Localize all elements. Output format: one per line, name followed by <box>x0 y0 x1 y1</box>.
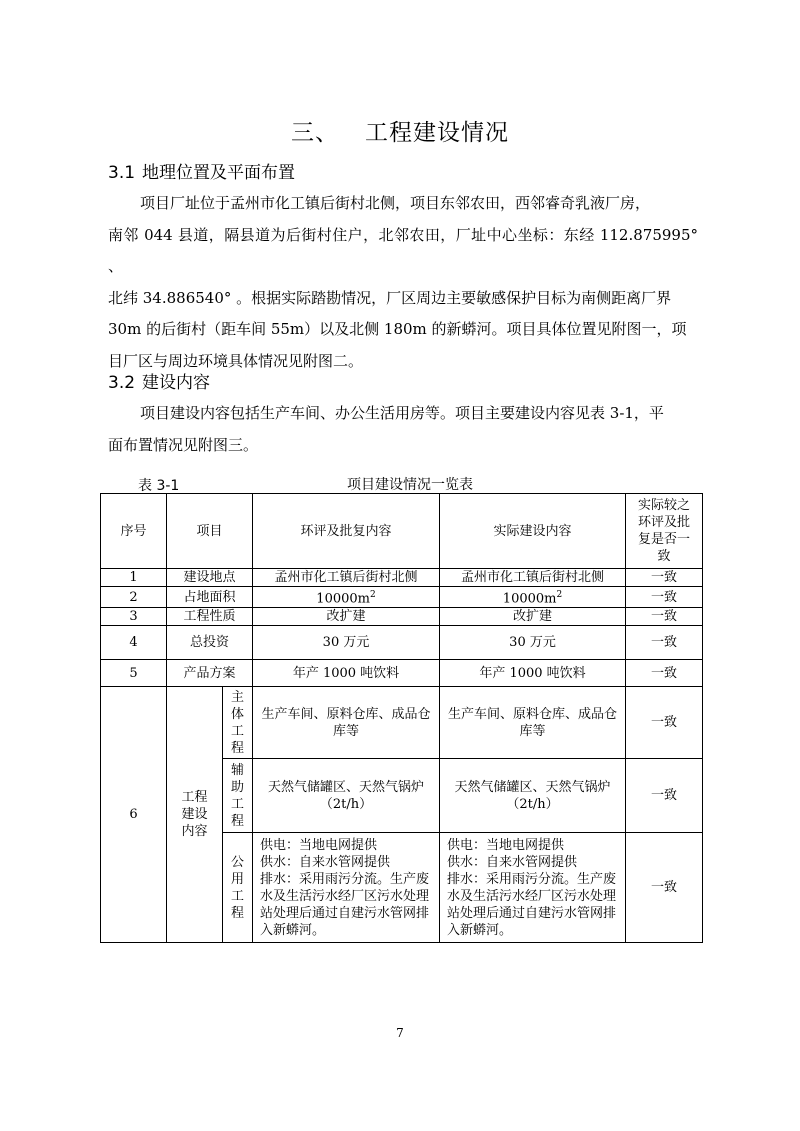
cell-item: 建设地点 <box>167 569 253 587</box>
chapter-heading <box>0 114 800 147</box>
table-row <box>101 587 703 608</box>
section-title: 地理位置及平面布置 <box>142 163 295 183</box>
cell-item: 占地面积 <box>167 587 253 608</box>
table-row <box>101 687 703 759</box>
cell-item: 产品方案 <box>167 660 253 687</box>
cell-consistent: 一致 <box>626 660 703 687</box>
paragraph-line: 目厂区与周边环境具体情况见附图二。 <box>108 351 364 370</box>
table-number: 表 3-1 <box>138 478 180 494</box>
cell-eia: 年产 1000 吨饮料 <box>253 660 440 687</box>
header-cell: 项目 <box>167 494 253 569</box>
cell-actual <box>440 833 626 943</box>
cell-no: 5 <box>101 660 167 687</box>
header-cell: 实际较之环评及批复是否一致 <box>626 494 703 569</box>
cell-no: 2 <box>101 587 167 608</box>
utility-line: 供电：当地电网提供 <box>447 837 565 853</box>
table-header-row <box>101 494 703 569</box>
cell-actual: 30 万元 <box>440 626 626 660</box>
paragraph-line: 面布置情况见附图三。 <box>108 435 259 454</box>
cell-no: 3 <box>101 608 167 626</box>
cell-consistent: 一致 <box>626 833 703 943</box>
cell-item: 工程性质 <box>167 608 253 626</box>
cell-actual: 生产车间、原料仓库、成品仓库等 <box>440 687 626 759</box>
table-row <box>101 626 703 660</box>
cell-consistent: 一致 <box>626 569 703 587</box>
utility-line: 排水：采用雨污分流。生产废水及生活污水经厂区污水处理站处理后通过自建污水管网排入新蟒河。 <box>447 871 617 938</box>
paragraph-line: 南邻 044 县道，隔县道为后街村住户，北邻农田，厂址中心坐标：东经 112.875995° 、 <box>108 225 698 275</box>
area-value: 10000m <box>502 591 557 607</box>
cell-subitem: 主体工程 <box>223 687 253 759</box>
cell-item: 工程建设内容 <box>167 687 223 943</box>
utility-line: 供电：当地电网提供 <box>260 837 378 853</box>
section-number: 3.2 <box>108 373 136 393</box>
section-number: 3.1 <box>108 163 136 183</box>
section-heading-3-1 <box>108 158 295 183</box>
cell-eia <box>253 587 440 608</box>
page-number: 7 <box>396 1026 404 1040</box>
chapter-title: 工程建设情况 <box>365 120 509 146</box>
cell-subitem: 公用工程 <box>223 833 253 943</box>
paragraph-line: 30m 的后街村（距车间 55m）以及北侧 180m 的新蟒河。项目具体位置见附图一，项 <box>108 320 687 338</box>
paragraph-line: 北纬 34.886540° 。根据实际踏勘情况，厂区周边主要敏感保护目标为南侧距离厂界 <box>108 288 672 307</box>
cell-subitem: 辅助工程 <box>223 759 253 833</box>
utility-line: 排水：采用雨污分流。生产废水及生活污水经厂区污水处理站处理后通过自建污水管网排入新蟒河。 <box>260 871 430 938</box>
cell-consistent: 一致 <box>626 759 703 833</box>
cell-no: 6 <box>101 687 167 943</box>
paragraph-line: 项目建设内容包括生产车间、办公生活用房等。项目主要建设内容见表 3-1，平 <box>140 404 664 422</box>
area-value: 10000m <box>316 591 370 607</box>
cell-eia: 孟州市化工镇后街村北侧 <box>253 569 440 587</box>
cell-consistent: 一致 <box>626 587 703 608</box>
table-row <box>101 569 703 587</box>
table-row <box>101 660 703 687</box>
table-row <box>101 608 703 626</box>
cell-consistent: 一致 <box>626 626 703 660</box>
table-title: 项目建设情况一览表 <box>347 477 473 493</box>
paragraph-construction <box>108 398 698 461</box>
cell-actual: 年产 1000 吨饮料 <box>440 660 626 687</box>
superscript: 2 <box>369 590 376 600</box>
cell-eia <box>253 833 440 943</box>
cell-actual: 改扩建 <box>440 608 626 626</box>
cell-eia: 改扩建 <box>253 608 440 626</box>
cell-item: 总投资 <box>167 626 253 660</box>
cell-consistent: 一致 <box>626 608 703 626</box>
cell-actual: 天然气储罐区、天然气锅炉（2t/h） <box>440 759 626 833</box>
cell-eia: 天然气储罐区、天然气锅炉（2t/h） <box>253 759 440 833</box>
cell-consistent: 一致 <box>626 687 703 759</box>
chapter-number: 三、 <box>291 120 339 146</box>
header-cell: 实际建设内容 <box>440 494 626 569</box>
cell-actual <box>440 587 626 608</box>
utility-line: 供水：自来水管网提供 <box>447 854 578 870</box>
construction-table <box>100 493 703 943</box>
paragraph-location <box>108 188 698 377</box>
section-heading-3-2 <box>108 368 210 393</box>
paragraph-line: 项目厂址位于孟州市化工镇后街村北侧，项目东邻农田，西邻睿奇乳液厂房， <box>140 194 651 212</box>
section-title: 建设内容 <box>142 373 210 393</box>
utility-line: 供水：自来水管网提供 <box>260 854 391 870</box>
cell-no: 4 <box>101 626 167 660</box>
cell-actual: 孟州市化工镇后街村北侧 <box>440 569 626 587</box>
cell-eia: 生产车间、原料仓库、成品仓库等 <box>253 687 440 759</box>
header-cell: 环评及批复内容 <box>253 494 440 569</box>
superscript: 2 <box>556 590 563 600</box>
header-cell: 序号 <box>101 494 167 569</box>
cell-eia: 30 万元 <box>253 626 440 660</box>
cell-no: 1 <box>101 569 167 587</box>
